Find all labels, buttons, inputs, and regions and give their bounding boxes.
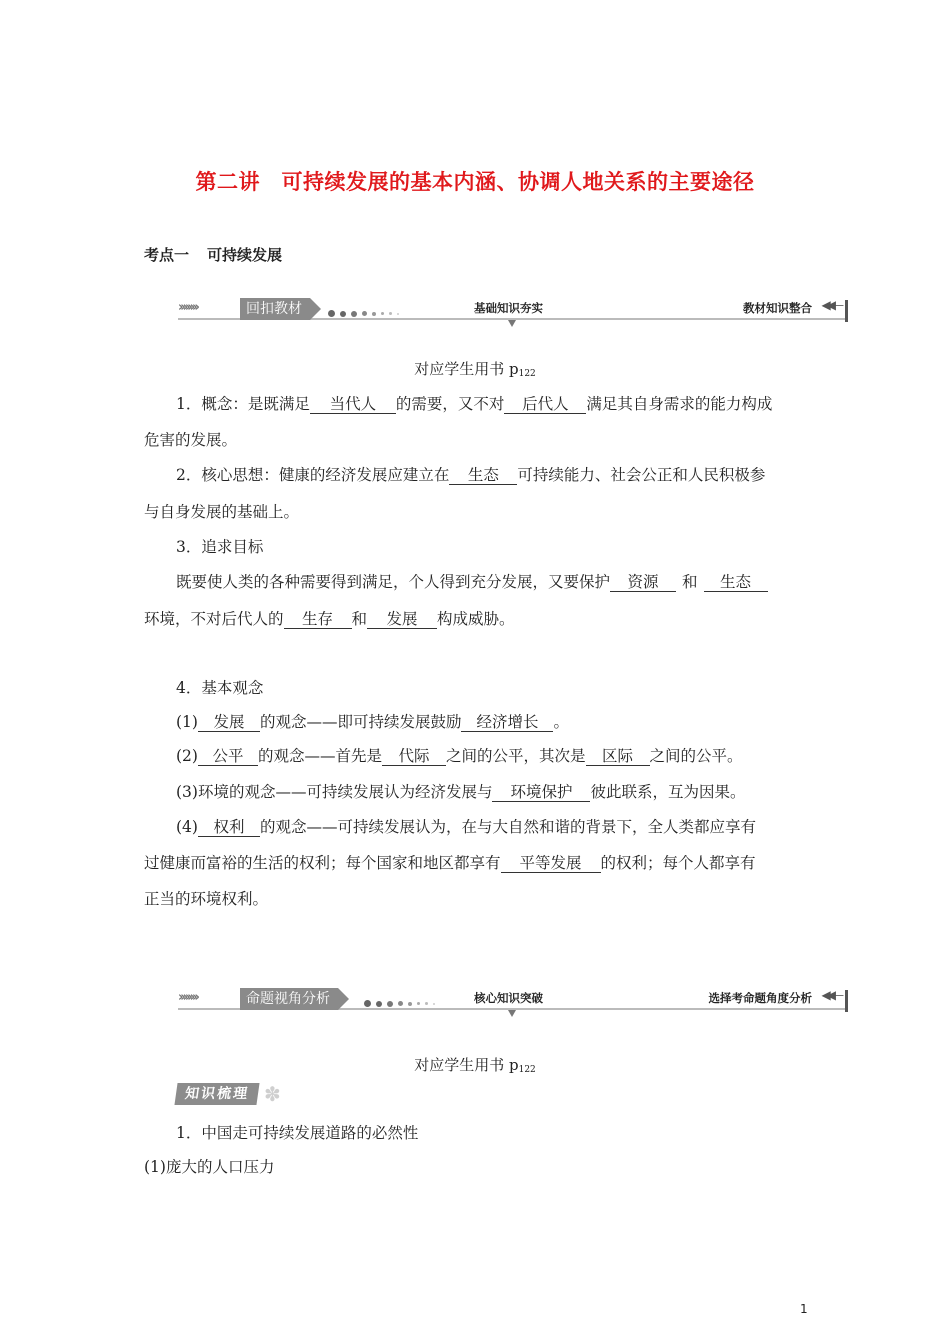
banner-right-label: 选择考命题角度分析 (708, 991, 812, 1005)
blank-answer: 发展 (198, 713, 260, 732)
blank-answer: 区际 (586, 747, 650, 766)
blank-answer: 经济增长 (461, 713, 553, 732)
blank-answer: 生态 (449, 466, 517, 485)
banner-tag: 命题视角分析 (240, 988, 338, 1010)
banner-center-label: 核心知识突破 (474, 991, 543, 1005)
down-triangle-icon (508, 1010, 516, 1017)
reference-text: 对应学生用书 p (414, 1056, 519, 1074)
blank-answer: 后代人 (504, 395, 586, 414)
blank-answer: 生态 (704, 573, 768, 592)
chevron-right-icon: ›››››››› (178, 990, 197, 1005)
paragraph-goal-heading: 3．追求目标 (176, 538, 264, 556)
paragraph-concept: 1．概念：是既满足 当代人 的需要，又不对 后代人 满足其自身需求的能力构成 (176, 395, 773, 413)
knowledge-review-badge (176, 1083, 281, 1105)
paragraph-core-idea-cont: 与自身发展的基础上。 (144, 503, 300, 521)
page-title: 第二讲 可持续发展的基本内涵、协调人地关系的主要途径 (195, 170, 755, 194)
reference-page: 122 (518, 1065, 536, 1075)
blank-answer: 平等发展 (501, 854, 601, 873)
double-arrow-left-icon: ◀◀— (821, 988, 840, 1002)
blank-answer: 发展 (367, 610, 437, 629)
dots-decoration (364, 993, 440, 1012)
down-triangle-icon (508, 320, 516, 327)
banner-center-label: 基础知识夯实 (474, 301, 543, 315)
blank-answer: 资源 (610, 573, 676, 592)
concept-environment: (3)环境的观念——可持续发展认为经济发展与 环境保护 彼此联系，互为因果。 (176, 783, 746, 801)
paragraph-population: (1)庞大的人口压力 (144, 1158, 275, 1176)
blank-answer: 权利 (198, 818, 260, 837)
concept-rights: (4) 权利 的观念——可持续发展认为，在与大自然和谐的背景下，全人类都应享有 (176, 818, 756, 836)
blank-answer: 环境保护 (492, 783, 590, 802)
page-reference (0, 1054, 950, 1075)
paragraph-china-necessity: 1．中国走可持续发展道路的必然性 (176, 1124, 419, 1142)
banner-review-textbook (178, 296, 848, 326)
concept-fairness: (2) 公平 的观念——首先是 代际 之间的公平，其次是 区际 之间的公平。 (176, 747, 743, 765)
paragraph-core-idea: 2．核心思想：健康的经济发展应建立在 生态 可持续能力、社会公正和人民积极参 (176, 466, 766, 484)
section-label: 考点一 (144, 246, 190, 264)
paragraph-concepts-heading: 4．基本观念 (176, 679, 264, 697)
blank-answer: 生存 (284, 610, 352, 629)
banner-right-label: 教材知识整合 (743, 301, 812, 315)
blank-answer: 当代人 (310, 395, 396, 414)
double-arrow-left-icon: ◀◀— (821, 298, 840, 312)
concept-development: (1) 发展 的观念——即可持续发展鼓励 经济增长 。 (176, 713, 569, 731)
page-number: 1 (800, 1302, 808, 1316)
section-name: 可持续发展 (207, 246, 283, 264)
reference-text: 对应学生用书 p (414, 360, 519, 378)
section-heading (144, 244, 282, 265)
dots-decoration (328, 303, 404, 322)
banner-end-bar (845, 300, 848, 322)
banner-analysis (178, 986, 848, 1016)
flower-icon: ✽ (264, 1082, 281, 1106)
blank-answer: 代际 (382, 747, 446, 766)
concept-rights-end: 正当的环境权利。 (144, 890, 269, 908)
paragraph-concept-cont: 危害的发展。 (144, 431, 238, 449)
banner-end-bar (845, 990, 848, 1012)
banner-tag: 回扣教材 (240, 298, 310, 320)
badge-label: 知识梳理 (174, 1083, 259, 1105)
blank-answer: 公平 (198, 747, 258, 766)
reference-page: 122 (518, 369, 536, 379)
paragraph-goal-cont: 环境，不对后代人的 生存 和 发展 构成威胁。 (144, 610, 515, 628)
paragraph-goal: 既要使人类的各种需要得到满足，个人得到充分发展，又要保护 资源 和 生态 (176, 572, 768, 592)
page-reference (0, 358, 950, 379)
chevron-right-icon: ›››››››› (178, 300, 197, 315)
concept-rights-cont: 过健康而富裕的生活的权利；每个国家和地区都享有 平等发展 的权利；每个人都享有 (144, 854, 756, 872)
